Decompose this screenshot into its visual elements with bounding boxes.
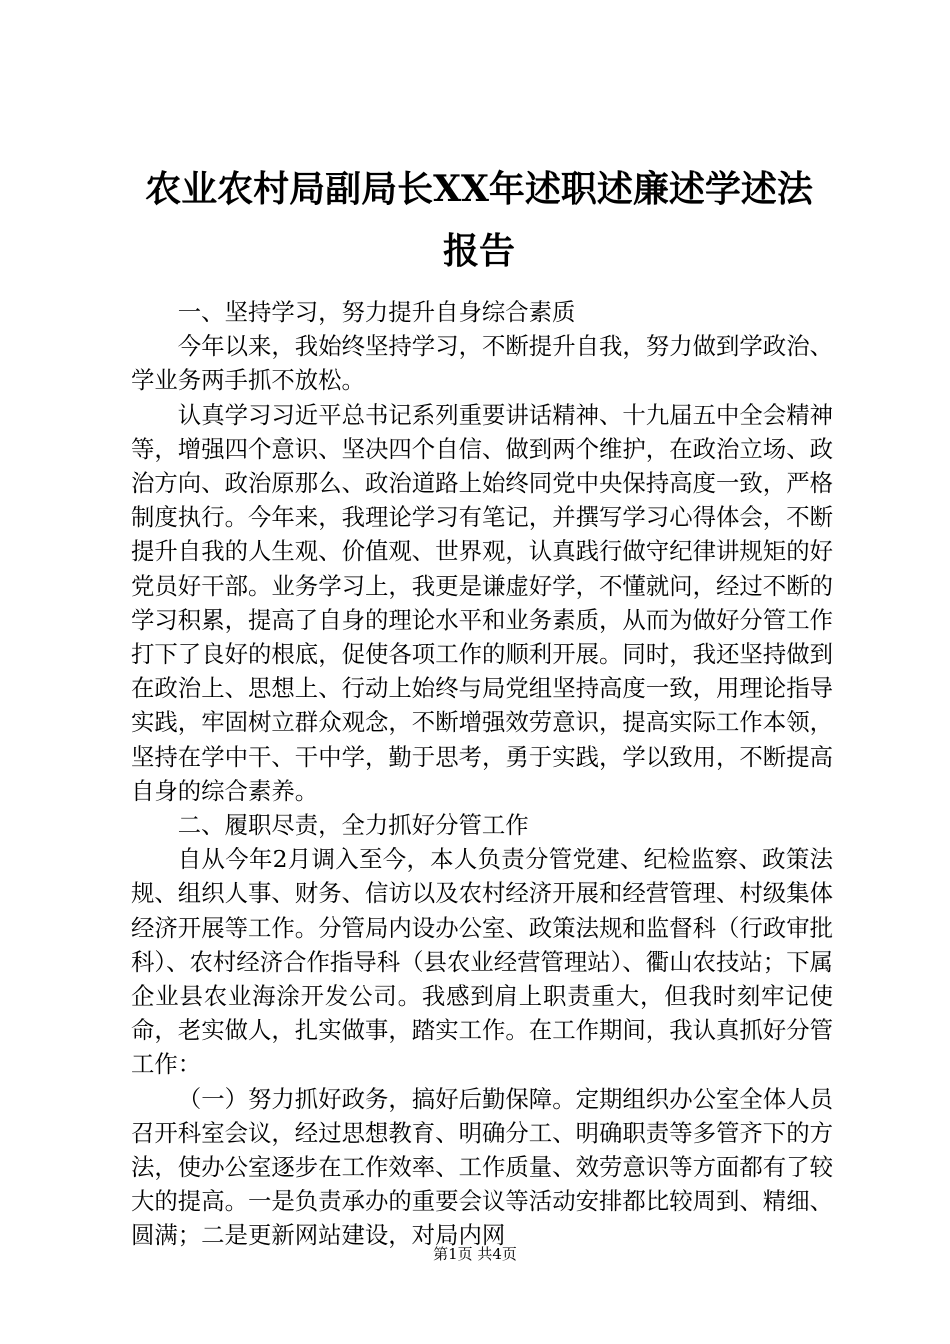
document-title: 农业农村局副局长XX年述职述廉述学述法报告 <box>145 168 813 272</box>
section-heading-1: 一、坚持学习，努力提升自身综合素质 <box>177 298 576 326</box>
page-number: 第1页 共4页 <box>433 1245 517 1263</box>
paragraph: 认真学习习近平总书记系列重要讲话精神、十九届五中全会精神等，增强四个意识、坚决四个自信、做到两个维护，在政治立场、政治方向、政治原那么、政治道路上始终同党中央保持高度一致，严格制度执行。今年来，我理论学习有笔记，并撰写学习心得体会，不断提升自我的人生观、价值观、世界观，认真践行做守纪律讲规矩的好党员好干部。业务学习上，我更是谦虚好学，不懂就问，经过不断的学习积累，提高了自身的理论水平和业务素质，从而为做好分管工作打下了良好的根底，促使各项工作的顺利开展。同时，我还坚持做到在政治上、思想上、行动上始终与局党组坚持高度一致，用理论指导实践，牢固树立群众观念，不断增强效劳意识，提高实际工作本领，坚持在学中干、干中学，勤于思考，勇于实践，学以致用，不断提高自身的综合素养。 <box>131 400 833 805</box>
paragraph: 自从今年2月调入至今，本人负责分管党建、纪检监察、政策法规、组织人事、财务、信访以及农村经济开展和经营管理、村级集体经济开展等工作。分管局内设办公室、政策法规和监督科（行政审批科）、农村经济合作指导科（县农业经营管理站）、衢山农技站；下属企业县农业海涂开发公司。我感到肩上职责重大，但我时刻牢记使命，老实做人，扎实做事，踏实工作。在工作期间，我认真抓好分管工作： <box>131 845 833 1079</box>
paragraph: （一）努力抓好政务，搞好后勤保障。定期组织办公室全体人员召开科室会议，经过思想教育、明确分工、明确职责等多管齐下的方法，使办公室逐步在工作效率、工作质量、效劳意识等方面都有了较大的提高。一是负责承办的重要会议等活动安排都比较周到、精细、圆满；二是更新网站建设，对局内网 <box>131 1084 833 1250</box>
document-body <box>131 295 833 1253</box>
section-heading-2: 二、履职尽责，全力抓好分管工作 <box>177 811 529 840</box>
paragraph: 今年以来，我始终坚持学习，不断提升自我，努力做到学政治、学业务两手抓不放松。 <box>131 332 833 395</box>
